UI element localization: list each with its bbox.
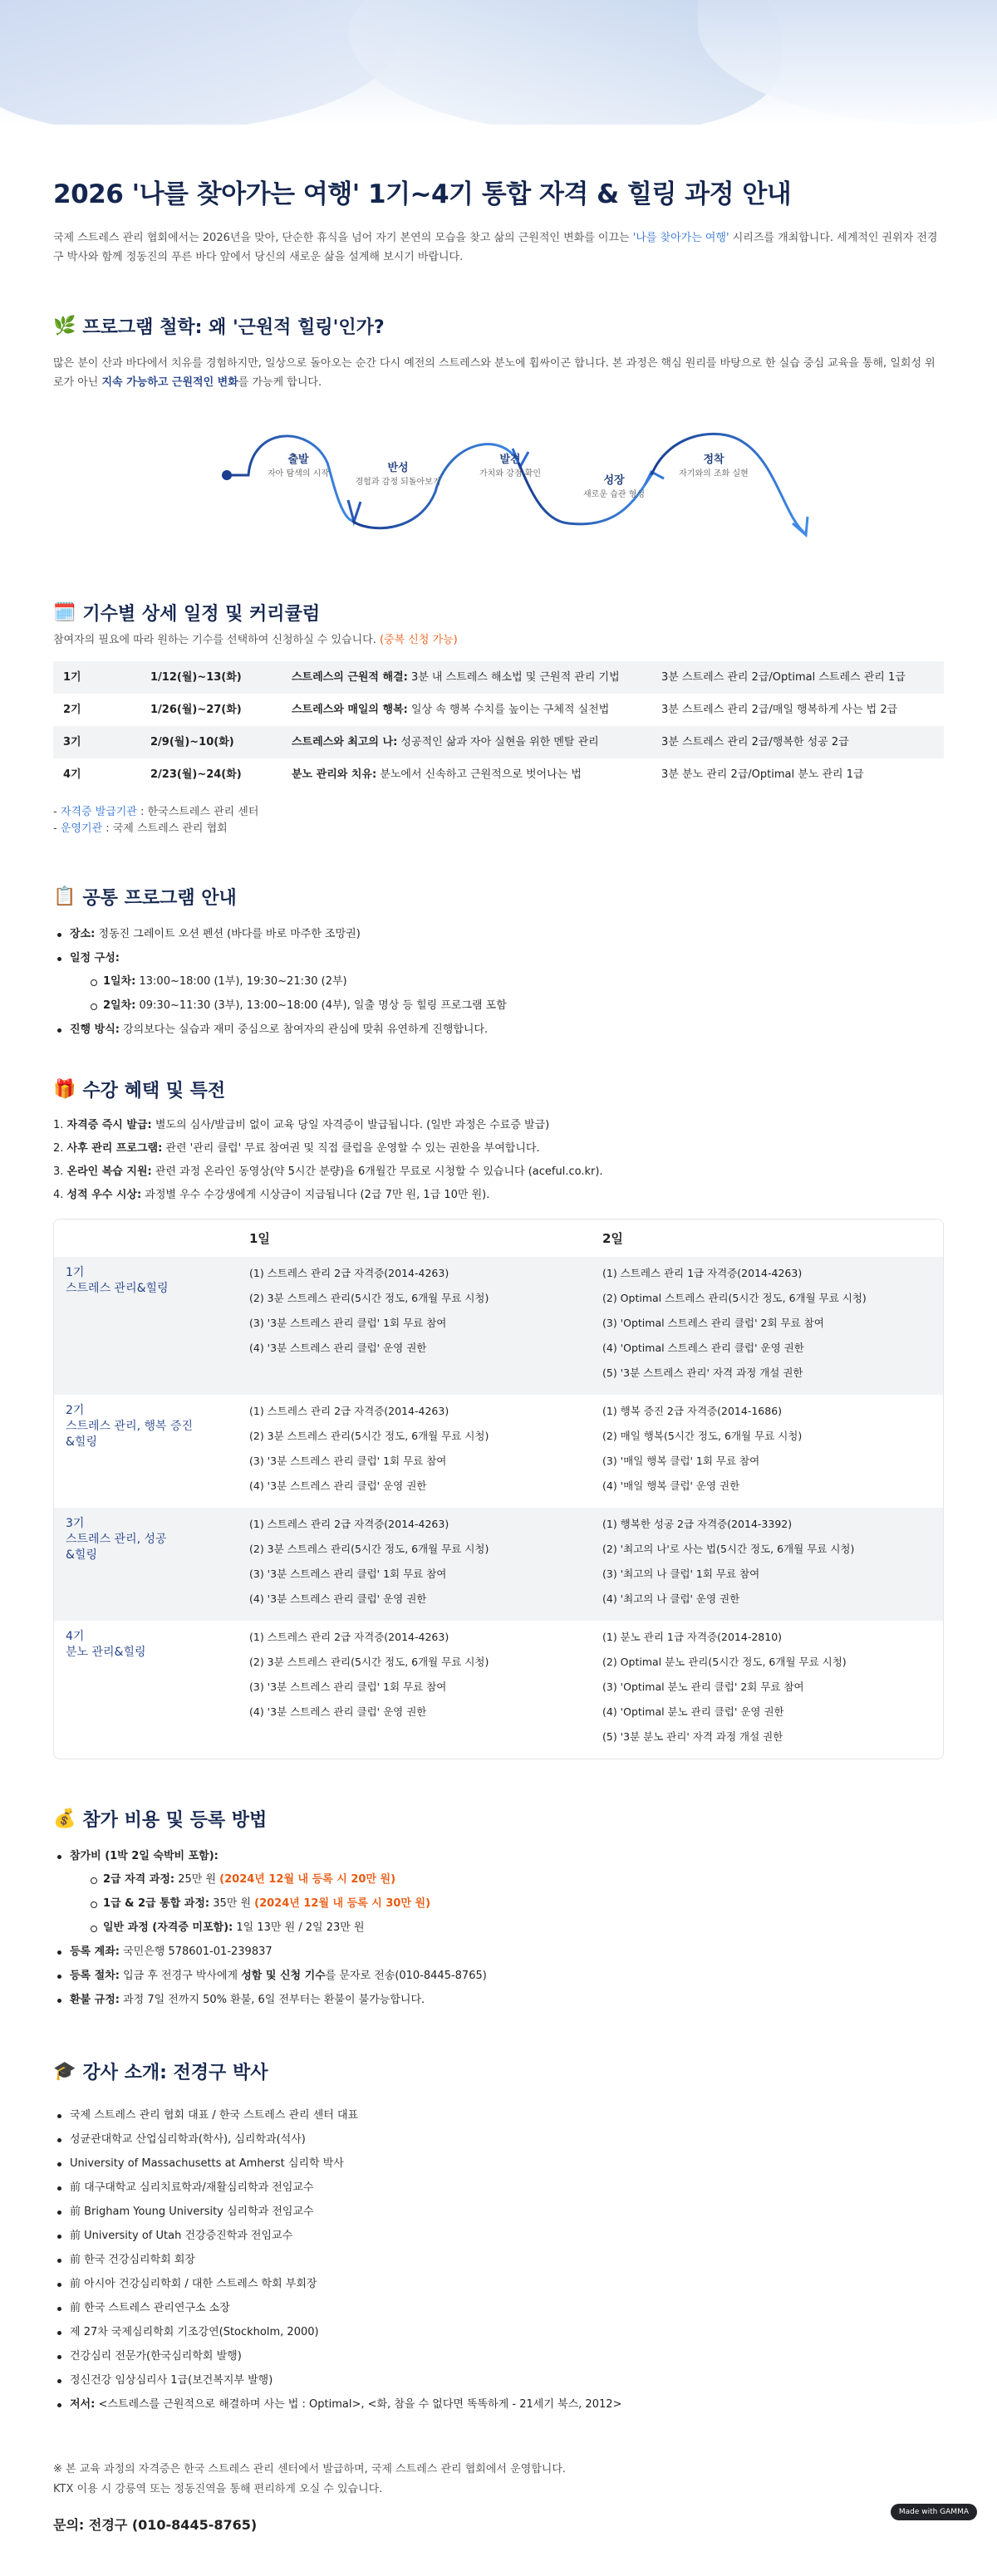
list-item xyxy=(70,998,944,1014)
list-item xyxy=(53,1117,944,1134)
table-row xyxy=(53,661,944,694)
term-label xyxy=(54,1629,241,1754)
main-content xyxy=(0,173,997,2534)
benefit-item: (1) 스트레스 관리 2급 자격증(2014-4263) xyxy=(249,1518,449,1530)
sub-list xyxy=(70,1872,944,1936)
term-label-line: &힐링 xyxy=(66,1435,97,1449)
day1-cell xyxy=(241,1629,598,1754)
list-item: 제 27차 국제심리학회 기조강연(Stockholm, 2000) xyxy=(53,2324,944,2341)
benefit-item: (2) 3분 스트레스 관리(5시간 정도, 6개월 무료 시청) xyxy=(249,1430,489,1442)
list-item xyxy=(53,1848,944,1936)
header-cell: 1일 xyxy=(249,1231,270,1246)
footnote-line: ※ 본 교육 과정의 자격증은 한국 스트레스 관리 센터에서 발급하며, 국제 스트레스 관리 협회에서 운영합니다. xyxy=(53,2463,567,2475)
philosophy-heading xyxy=(53,313,944,339)
table-row xyxy=(54,1395,943,1508)
benefit-item: (2) 3분 스트레스 관리(5시간 정도, 6개월 무료 시청) xyxy=(249,1292,489,1304)
sub-list xyxy=(70,974,944,1014)
date-cell: 2/9(월)~10(화) xyxy=(140,726,282,758)
item-number: 1. xyxy=(53,1119,64,1131)
footnote xyxy=(53,2460,944,2500)
duplicate-note: (중복 신청 가능) xyxy=(379,634,458,646)
step-title: 정착 xyxy=(703,454,724,466)
item-number: 4. xyxy=(53,1189,64,1201)
issuer-value: 한국스트레스 관리 센터 xyxy=(147,806,259,818)
list-item: 前 대구대학교 심리치료학과/재활심리학과 전임교수 xyxy=(53,2180,944,2196)
hero-wave-shape xyxy=(0,0,399,125)
graduation-cap-icon: 🎓 xyxy=(53,2061,76,2082)
item-label: 성적 우수 시상: xyxy=(66,1189,142,1201)
schedule-table xyxy=(53,661,944,791)
day2-cell xyxy=(598,1265,867,1390)
cert-cell: 3분 분노 관리 2급/Optimal 분노 관리 1급 xyxy=(661,768,864,781)
benefit-item: (2) Optimal 스트레스 관리(5시간 정도, 6개월 무료 시청) xyxy=(602,1292,867,1304)
item-label: 참가비 (1박 2일 숙박비 포함): xyxy=(70,1850,219,1862)
list-item xyxy=(70,974,944,990)
common-heading xyxy=(53,884,944,910)
benefit-item: (5) '3분 분노 관리' 자격 과정 개설 권한 xyxy=(602,1730,783,1743)
leaf-icon: 🌿 xyxy=(53,316,76,336)
issuer-label: 자격증 발급기관 xyxy=(60,806,137,818)
benefit-item: (1) 스트레스 관리 2급 자격증(2014-4263) xyxy=(249,1631,449,1643)
benefit-item: (3) '3분 스트레스 관리 클럽' 1회 무료 참여 xyxy=(249,1681,447,1693)
instructor-list xyxy=(53,2107,944,2389)
operator-note: - 운영기관 : 국제 스트레스 관리 협회 xyxy=(53,822,228,835)
theme-cell xyxy=(282,661,651,694)
term-cell: 2기 xyxy=(63,704,81,716)
item-text: 관련 '관리 클럽' 무료 참여권 및 직접 클럽을 운영할 수 있는 권한을 부여합니다. xyxy=(162,1142,540,1155)
contact-info xyxy=(53,2515,944,2534)
cert-cell: 3분 스트레스 관리 2급/매일 행복하게 사는 법 2급 xyxy=(661,704,898,716)
benefit-item: (3) '매일 행복 클럽' 1회 무료 참여 xyxy=(602,1455,760,1467)
section-title: 참가 비용 및 등록 방법 xyxy=(82,1810,268,1831)
benefit-item: (2) 3분 스트레스 관리(5시간 정도, 6개월 무료 시청) xyxy=(249,1543,489,1555)
item-text: 과정별 우수 수강생에게 시상금이 지급됩니다 (2급 7만 원, 1급 10만 원). xyxy=(141,1189,490,1201)
list-item: 前 Brigham Young University 심리학과 전임교수 xyxy=(53,2204,944,2220)
step-desc: 새로운 습관 형성 xyxy=(583,490,645,499)
clipboard-icon: 📋 xyxy=(53,886,76,907)
gift-icon: 🎁 xyxy=(53,1079,76,1100)
item-text: 1일 13만 원 / 2일 23만 원 xyxy=(233,1921,365,1934)
item-text: 09:30~11:30 (3부), 13:00~18:00 (4부), 일출 명상 등 힐링 프로그램 포함 xyxy=(135,999,507,1012)
term-cell: 3기 xyxy=(53,726,140,758)
instructor-heading xyxy=(53,2058,944,2084)
benefits-table xyxy=(53,1219,944,1759)
item-text: 35만 원 xyxy=(209,1897,255,1910)
item-label: 1급 & 2급 통합 과정: xyxy=(103,1897,210,1910)
schedule-notes xyxy=(53,804,944,837)
table-body xyxy=(54,1257,943,1759)
path-segment xyxy=(651,434,805,533)
item-number: 3. xyxy=(53,1165,64,1178)
page-title: 2026 '나를 찾아가는 여행' 1기~4기 통합 자격 & 힐링 과정 안내 xyxy=(53,179,792,209)
list-item xyxy=(53,1944,944,1960)
item-text: 25만 원 xyxy=(174,1873,220,1886)
list-item: 건강심리 전문가(한국심리학회 발행) xyxy=(53,2348,944,2365)
list-item xyxy=(53,926,944,943)
theme-title: 스트레스와 매일의 행복: xyxy=(292,704,408,716)
item-text: <스트레스를 근원적으로 해결하며 사는 법 : Optimal>, <화, 참을 수 없다면 똑똑하게 - 21세기 북스, 2012> xyxy=(95,2398,622,2411)
list-item xyxy=(53,1187,944,1204)
list-item: 정신건강 임상심리사 1급(보건복지부 발행) xyxy=(53,2372,944,2389)
table-row xyxy=(53,758,944,791)
philosophy-text xyxy=(53,354,944,392)
list-item: 성균관대학교 산업심리학과(학사), 심리학과(석사) xyxy=(53,2132,944,2148)
step-desc: 경험과 감정 되돌아보기 xyxy=(355,478,441,487)
term-label-line: 2기 xyxy=(66,1404,85,1417)
item-text: 를 문자로 전송(010-8445-8765) xyxy=(325,1970,487,1982)
journey-diagram xyxy=(53,417,944,567)
philosophy-emphasis: 지속 가능하고 근원적인 변화 xyxy=(101,376,238,389)
term-label-line: 3기 xyxy=(66,1517,85,1530)
intro-part: 국제 스트레스 관리 협회에서는 2026년을 맞아, 단순한 휴식을 넘어 자기 본연의 모습을 찾고 삶의 근원적인 변화를 이끄는 xyxy=(53,232,633,244)
benefit-item: (3) 'Optimal 분노 관리 클럽' 2회 무료 참여 xyxy=(602,1681,804,1693)
theme-cell xyxy=(282,726,651,758)
table-row xyxy=(53,694,944,726)
item-label: 자격증 즉시 발급: xyxy=(66,1119,152,1131)
item-label: 온라인 복습 지원: xyxy=(66,1165,152,1178)
item-text: 별도의 심사/발급비 없이 교육 당일 자격증이 발급됩니다. (일반 과정은 수료증 발급) xyxy=(151,1119,550,1131)
step-title: 발견 xyxy=(499,454,521,466)
item-label: 환불 규정: xyxy=(70,1994,120,2006)
item-label: 일반 과정 (자격증 미포함): xyxy=(103,1921,233,1934)
list-item: 국제 스트레스 관리 협회 대표 / 한국 스트레스 관리 센터 대표 xyxy=(53,2107,944,2124)
table-row xyxy=(53,726,944,758)
header-cell xyxy=(54,1229,241,1247)
step-desc: 자기와의 조화 실현 xyxy=(679,469,749,478)
theme-title: 스트레스의 근원적 해결: xyxy=(292,671,408,684)
item-label: 등록 계좌: xyxy=(70,1945,120,1958)
section-title: 수강 혜택 및 특전 xyxy=(82,1081,226,1102)
benefit-item: (1) 스트레스 관리 2급 자격증(2014-4263) xyxy=(249,1405,449,1417)
benefit-item: (1) 스트레스 관리 1급 자격증(2014-4263) xyxy=(602,1267,803,1279)
footnote-line: KTX 이용 시 강릉역 또는 정동진역을 통해 편리하게 오실 수 있습니다. xyxy=(53,2483,383,2495)
benefit-item: (1) 스트레스 관리 2급 자격증(2014-4263) xyxy=(249,1267,449,1279)
section-title: 강사 소개: 전경구 박사 xyxy=(82,2063,268,2083)
term-label-line: 스트레스 관리, 성공 xyxy=(66,1533,167,1546)
benefit-item: (3) 'Optimal 스트레스 관리 클럽' 2회 무료 참여 xyxy=(602,1317,824,1329)
theme-title: 분노 관리와 치유: xyxy=(292,768,377,781)
theme-title: 스트레스와 최고의 나: xyxy=(292,736,398,748)
table-row xyxy=(54,1508,943,1621)
day1-cell xyxy=(241,1403,598,1503)
date-cell: 2/23(월)~24(화) xyxy=(150,768,242,781)
list-item xyxy=(53,1164,944,1180)
step-desc: 가치와 강점 확인 xyxy=(479,469,541,478)
benefit-item: (1) 분노 관리 1급 자격증(2014-2810) xyxy=(602,1631,783,1643)
benefit-item: (3) '3분 스트레스 관리 클럽' 1회 무료 참여 xyxy=(249,1568,447,1580)
philosophy-part: 를 가능케 합니다. xyxy=(238,376,322,389)
list-item: 前 University of Utah 건강증진학과 전임교수 xyxy=(53,2228,944,2245)
table-header xyxy=(54,1219,943,1257)
step-1 xyxy=(244,450,352,480)
fees-list xyxy=(53,1848,944,2009)
item-label: 1일차: xyxy=(103,975,136,988)
term-label xyxy=(54,1516,241,1616)
hero-banner xyxy=(0,0,997,125)
item-label: 장소: xyxy=(70,928,96,940)
theme-desc: 성공적인 삶과 자아 실현을 위한 멘탈 관리 xyxy=(397,736,599,748)
operator-label: 운영기관 xyxy=(60,822,103,835)
item-text: 13:00~18:00 (1부), 19:30~21:30 (2부) xyxy=(135,975,347,988)
item-text: 입금 후 전경구 박사에게 xyxy=(119,1970,242,1982)
step-desc: 자아 탐색의 시작 xyxy=(268,469,329,478)
intro-part: 시리즈를 개최합니다. 세계적인 권위자 전경구 박사와 함께 정동진의 푸른 바다 앞에서 당신의 새로운 삶을 설계해 보시기 바랍니다. xyxy=(53,232,938,263)
list-item xyxy=(70,1896,944,1912)
term-label-line: 스트레스 관리, 행복 증진 xyxy=(66,1420,194,1433)
term-label-line: 1기 xyxy=(66,1266,85,1279)
item-text: 관련 과정 온라인 동영상(약 5시간 분량)을 6개월간 무료로 시청할 수 있습니다 (aceful.co.kr). xyxy=(151,1165,603,1178)
item-label: 등록 절차: xyxy=(70,1970,120,1982)
schedule-heading xyxy=(53,600,944,626)
benefit-item: (3) '최고의 나 클럽' 1회 무료 참여 xyxy=(602,1568,760,1580)
day1-cell xyxy=(241,1265,598,1390)
benefit-item: (4) 'Optimal 스트레스 관리 클럽' 운영 권한 xyxy=(602,1342,804,1354)
item-label: 저서: xyxy=(70,2398,96,2411)
list-item xyxy=(53,1022,944,1038)
term-cell: 1기 xyxy=(53,661,140,694)
theme-cell xyxy=(282,694,651,726)
intro-highlight: '나를 찾아가는 여행' xyxy=(632,232,729,244)
day2-cell xyxy=(598,1516,854,1616)
day2-cell xyxy=(598,1403,802,1503)
term-label xyxy=(54,1265,241,1390)
benefits-heading xyxy=(53,1077,944,1102)
cert-cell: 3분 스트레스 관리 2급/행복한 성공 2급 xyxy=(651,726,944,758)
step-title: 성장 xyxy=(603,474,625,487)
theme-desc: 3분 내 스트레스 해소법 및 근원적 관리 기법 xyxy=(407,671,620,684)
philosophy-part: 많은 분이 산과 바다에서 치유를 경험하지만, 일상으로 돌아오는 순간 다시 예전의 스트레스와 분노에 휩싸이곤 합니다. 본 과정은 핵심 원리를 바탕으로 한 실습 중심 교육을 통해, 일회성 위로가 아닌 xyxy=(53,357,936,389)
section-title: 프로그램 철학: 왜 '근원적 힐링'인가? xyxy=(82,317,385,338)
benefit-item: (2) 매일 행복(5시간 정도, 6개월 무료 시청) xyxy=(602,1430,803,1442)
issuer-note: - 자격증 발급기관 : 한국스트레스 관리 센터 xyxy=(53,806,259,818)
list-item xyxy=(53,2397,944,2413)
section-title: 기수별 상세 일정 및 커리큘럼 xyxy=(82,604,321,625)
item-number: 2. xyxy=(53,1142,64,1155)
intro-text xyxy=(53,228,944,267)
term-label xyxy=(54,1403,241,1503)
list-item xyxy=(53,1992,944,2009)
benefit-item: (1) 행복한 성공 2급 자격증(2014-3392) xyxy=(602,1518,793,1530)
list-item xyxy=(53,1968,944,1985)
benefit-item: (4) '3분 스트레스 관리 클럽' 운영 권한 xyxy=(249,1479,427,1492)
benefit-item: (2) '최고의 나'로 사는 법(5시간 정도, 6개월 무료 시청) xyxy=(602,1543,855,1555)
list-item xyxy=(53,950,944,1014)
money-bag-icon: 💰 xyxy=(53,1808,76,1829)
schedule-subtitle xyxy=(53,631,944,646)
term-label-line: 4기 xyxy=(66,1630,85,1643)
promo-text: (2024년 12월 내 등록 시 20만 원) xyxy=(219,1873,396,1886)
item-label: 사후 관리 프로그램: xyxy=(66,1142,163,1155)
item-emphasis: 성함 및 신청 기수 xyxy=(241,1970,326,1982)
item-label: 2일차: xyxy=(103,999,136,1012)
benefit-item: (4) '3분 스트레스 관리 클럽' 운영 권한 xyxy=(249,1342,427,1354)
list-item: 前 아시아 건강심리학회 / 대한 스트레스 학회 부회장 xyxy=(53,2276,944,2293)
term-cell: 4기 xyxy=(63,768,81,781)
term-label-line: &힐링 xyxy=(66,1548,97,1562)
books-list xyxy=(53,2397,944,2413)
list-item xyxy=(70,1920,944,1936)
promo-text: (2024년 12월 내 등록 시 30만 원) xyxy=(254,1897,431,1910)
benefit-item: (3) '3분 스트레스 관리 클럽' 1회 무료 참여 xyxy=(249,1455,447,1467)
step-5 xyxy=(643,450,784,480)
benefit-item: (4) 'Optimal 분노 관리 클럽' 운영 권한 xyxy=(602,1705,784,1718)
list-item xyxy=(70,1872,944,1888)
header-cell: 2일 xyxy=(602,1231,623,1246)
item-label: 일정 구성: xyxy=(70,952,120,964)
benefit-item: (4) '3분 스트레스 관리 클럽' 운영 권한 xyxy=(249,1592,427,1605)
term-label-line: 스트레스 관리&힐링 xyxy=(66,1282,169,1295)
benefit-item: (1) 행복 증진 2급 자격증(2014-1686) xyxy=(602,1405,783,1417)
list-item: 前 한국 건강심리학회 회장 xyxy=(53,2252,944,2269)
date-cell: 1/12(월)~13(화) xyxy=(140,661,282,694)
theme-desc: 일상 속 행복 수치를 높이는 구체적 실천법 xyxy=(407,704,610,716)
item-label: 2급 자격 과정: xyxy=(103,1873,175,1886)
step-title: 출발 xyxy=(287,454,309,466)
term-label-line: 분노 관리&힐링 xyxy=(66,1646,146,1659)
day1-cell xyxy=(241,1516,598,1616)
day2-cell xyxy=(598,1629,847,1754)
benefit-item: (4) '3분 스트레스 관리 클럽' 운영 권한 xyxy=(249,1705,427,1718)
contact-value: 전경구 (010-8445-8765) xyxy=(84,2517,258,2533)
schedule-sub-text: 참여자의 필요에 따라 원하는 기수를 선택하여 신청하실 수 있습니다. xyxy=(53,634,380,646)
operator-value: 국제 스트레스 관리 협회 xyxy=(112,822,228,835)
list-item: 前 한국 스트레스 관리연구소 소장 xyxy=(53,2300,944,2317)
theme-cell xyxy=(282,758,651,791)
item-text: 강의보다는 실습과 재미 중심으로 참여자의 관심에 맞춰 유연하게 진행합니다. xyxy=(119,1023,489,1036)
step-3 xyxy=(456,450,564,480)
calendar-icon: 🗓️ xyxy=(53,602,76,623)
table-row xyxy=(54,1621,943,1759)
benefit-item: (2) 3분 스트레스 관리(5시간 정도, 6개월 무료 시청) xyxy=(249,1656,489,1668)
list-item: University of Massachusetts at Amherst 심리학 박사 xyxy=(53,2156,944,2172)
made-with-badge[interactable]: Made with GAMMA xyxy=(891,2504,977,2520)
theme-desc: 분노에서 신속하고 근원적으로 벗어나는 법 xyxy=(376,768,582,781)
benefit-item: (4) '최고의 나 클럽' 운영 권한 xyxy=(602,1592,740,1605)
step-title: 반성 xyxy=(387,462,409,474)
benefit-item: (4) '매일 행복 클럽' 운영 권한 xyxy=(602,1479,740,1492)
benefit-item: (2) Optimal 분노 관리(5시간 정도, 6개월 무료 시청) xyxy=(602,1656,847,1668)
date-cell: 1/26(월)~27(화) xyxy=(150,704,242,716)
benefit-item: (5) '3분 스트레스 관리' 자격 과정 개설 권한 xyxy=(602,1367,803,1379)
cert-cell: 3분 스트레스 관리 2급/Optimal 스트레스 관리 1급 xyxy=(651,661,944,694)
section-title: 공통 프로그램 안내 xyxy=(82,888,237,909)
item-text: 과정 7일 전까지 50% 환불, 6일 전부터는 환불이 불가능합니다. xyxy=(119,1994,425,2006)
common-list xyxy=(53,926,944,1038)
step-2 xyxy=(352,459,444,488)
item-text: 국민은행 578601-01-239837 xyxy=(119,1945,273,1958)
list-item xyxy=(53,1141,944,1157)
journey-path xyxy=(53,417,944,567)
fees-heading xyxy=(53,1806,944,1832)
item-label: 진행 방식: xyxy=(70,1023,120,1036)
contact-label: 문의: xyxy=(53,2517,85,2533)
benefits-list xyxy=(53,1117,944,1204)
benefit-item: (3) '3분 스트레스 관리 클럽' 1회 무료 참여 xyxy=(249,1317,447,1329)
table-row xyxy=(54,1257,943,1395)
item-text: 정동진 그레이트 오션 펜션 (바다를 바로 마주한 조망권) xyxy=(95,928,361,940)
